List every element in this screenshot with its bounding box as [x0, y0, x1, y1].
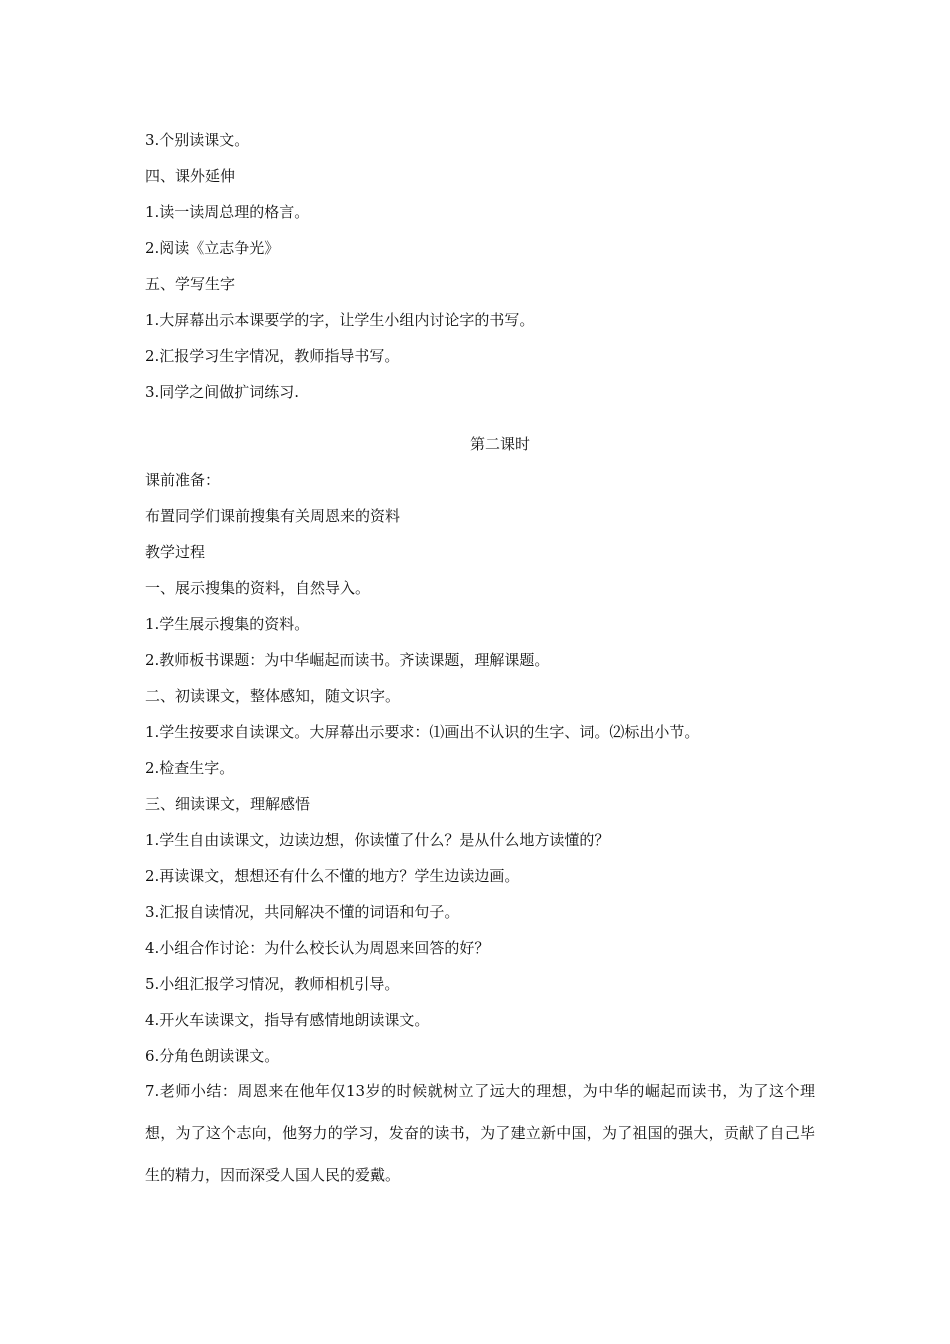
spacer [145, 410, 815, 426]
text-line: 4.开火车读课文，指导有感情地朗读课文。 [145, 1011, 430, 1029]
text-line: 2.检查生字。 [145, 759, 235, 777]
summary-paragraph: 7.老师小结：周恩来在他年仅13岁的时候就树立了远大的理想，为中华的崛起而读书，为了这个理想，为了这个志向，他努力的学习，发奋的读书，为了建立新中国，为了祖国的强大，贡献了自己毕生的精力，因而深受人国人民的爱戴。 [145, 1082, 815, 1184]
section-heading: 教学过程 [145, 543, 206, 561]
text-line: 1.学生展示搜集的资料。 [145, 615, 310, 633]
section-heading: 一、展示搜集的资料，自然导入。 [145, 579, 371, 597]
text-line: 1.大屏幕出示本课要学的字，让学生小组内讨论字的书写。 [145, 311, 535, 329]
text-line: 3.汇报自读情况，共同解决不懂的词语和句子。 [145, 903, 460, 921]
text-line: 2.汇报学习生字情况，教师指导书写。 [145, 347, 400, 365]
section-heading: 二、初读课文，整体感知，随文识字。 [145, 687, 401, 705]
text-line: 6.分角色朗读课文。 [145, 1047, 280, 1065]
text-line: 3.个别读课文。 [145, 131, 250, 149]
section-heading: 三、细读课文，理解感悟 [145, 795, 311, 813]
document-body [145, 122, 815, 1196]
text-line: 布置同学们课前搜集有关周恩来的资料 [145, 507, 401, 525]
text-line: 1.读一读周总理的格言。 [145, 203, 310, 221]
text-line: 1.学生自由读课文，边读边想，你读懂了什么？是从什么地方读懂的？ [145, 831, 610, 849]
text-line: 2.教师板书课题：为中华崛起而读书。齐读课题，理解课题。 [145, 651, 550, 669]
text-line: 1.学生按要求自读课文。大屏幕出示要求：⑴画出不认识的生字、词。⑵标出小节。 [145, 723, 700, 741]
text-line: 5.小组汇报学习情况，教师相机引导。 [145, 975, 400, 993]
text-line: 3.同学之间做扩词练习. [145, 383, 300, 401]
text-line: 课前准备： [145, 471, 221, 489]
section-heading: 五、学写生字 [145, 275, 236, 293]
lesson-title: 第二课时 [469, 435, 530, 453]
text-line: 2.阅读《立志争光》 [145, 239, 280, 257]
section-heading: 四、课外延伸 [145, 167, 236, 185]
text-line: 4.小组合作讨论：为什么校长认为周恩来回答的好？ [145, 939, 490, 957]
text-line: 2.再读课文，想想还有什么不懂的地方？学生边读边画。 [145, 867, 520, 885]
